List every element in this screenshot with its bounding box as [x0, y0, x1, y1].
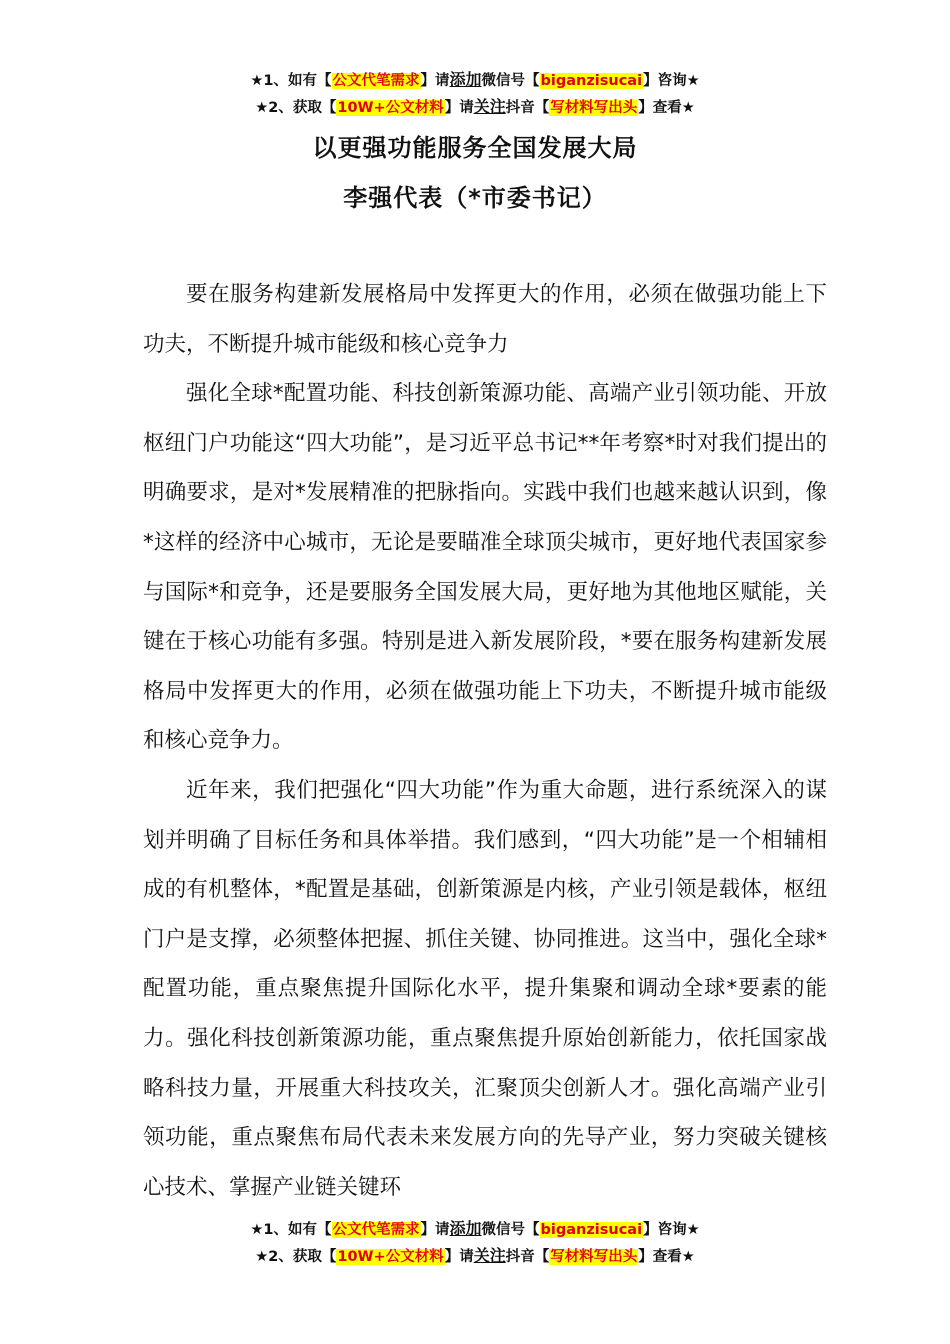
top-banner: [0, 67, 950, 121]
banner-line-2: [0, 1243, 950, 1270]
paragraph: 近年来，我们把强化“四大功能”作为重大命题，进行系统深入的谋划并明确了目标任务和具体举措。我们感到，“四大功能”是一个相辅相成的有机整体，*配置是基础，创新策源是内核，产业引领是载体，枢纽门户是支撑，必须整体把握、抓住关键、协同推进。这当中，强化全球*配置功能，重点聚焦提升国际化水平，提升集聚和调动全球*要素的能力。强化科技创新策源功能，重点聚焦提升原始创新能力，依托国家战略科技力量，开展重大科技攻关，汇聚顶尖创新人才。强化高端产业引领功能，重点聚焦布局代表未来发展方向的先导产业，努力突破关键核心技术、掌握产业链关键环: [143, 777, 827, 1200]
banner-text: 】查看★: [638, 1249, 695, 1265]
banner-text: 微信号【: [481, 1222, 540, 1238]
banner-text: 】咨询★: [643, 73, 700, 89]
highlight-douyin-id: 写材料写出头: [550, 1249, 638, 1265]
banner-text: 抖音【: [505, 100, 550, 116]
banner-text: 微信号【: [481, 73, 540, 89]
banner-text: ★2、获取【: [255, 100, 337, 116]
banner-text: 】咨询★: [643, 1222, 700, 1238]
banner-text: 】请: [420, 1222, 450, 1238]
bottom-banner: [0, 1216, 950, 1270]
banner-line-2: [0, 94, 950, 121]
banner-line-1: [0, 1216, 950, 1243]
banner-text: ★1、如有【: [250, 1222, 332, 1238]
banner-text: 】请: [444, 1249, 474, 1265]
banner-text: 】请: [444, 100, 474, 116]
banner-line-1: [0, 67, 950, 94]
banner-text: 抖音【: [505, 1249, 550, 1265]
banner-text: ★2、获取【: [255, 1249, 337, 1265]
highlight-service: 公文代笔需求: [332, 1222, 420, 1238]
banner-underlined-text: 添加: [449, 70, 482, 89]
banner-underlined-text: 添加: [449, 1219, 482, 1238]
paragraph: 要在服务构建新发展格局中发挥更大的作用，必须在做强功能上下功夫，不断提升城市能级和核心竞争力: [143, 282, 827, 357]
highlight-wechat-id: biganzisucai: [540, 1222, 643, 1238]
document-title: 以更强功能服务全国发展大局: [312, 134, 638, 162]
highlight-materials: 10W+公文材料: [337, 100, 444, 116]
document-body: [143, 270, 827, 1212]
banner-underlined-text: 关注: [473, 1246, 506, 1265]
highlight-service: 公文代笔需求: [332, 73, 420, 89]
banner-text: ★1、如有【: [250, 73, 332, 89]
banner-text: 】查看★: [638, 100, 695, 116]
highlight-douyin-id: 写材料写出头: [550, 100, 638, 116]
highlight-wechat-id: biganzisucai: [540, 73, 643, 89]
highlight-materials: 10W+公文材料: [337, 1249, 444, 1265]
banner-text: 】请: [420, 73, 450, 89]
paragraph: 强化全球*配置功能、科技创新策源功能、高端产业引领功能、开放枢纽门户功能这“四大功能”，是习近平总书记**年考察*时对我们提出的明确要求，是对*发展精准的把脉指向。实践中我们也越来越认识到，像*这样的经济中心城市，无论是要瞄准全球顶尖城市，更好地代表国家参与国际*和竞争，还是要服务全国发展大局，更好地为其他地区赋能，关键在于核心功能有多强。特别是进入新发展阶段，*要在服务构建新发展格局中发挥更大的作用，必须在做强功能上下功夫，不断提升城市能级和核心竞争力。: [143, 381, 827, 754]
document-subtitle: 李强代表（*市委书记）: [343, 184, 607, 212]
banner-underlined-text: 关注: [473, 97, 506, 116]
